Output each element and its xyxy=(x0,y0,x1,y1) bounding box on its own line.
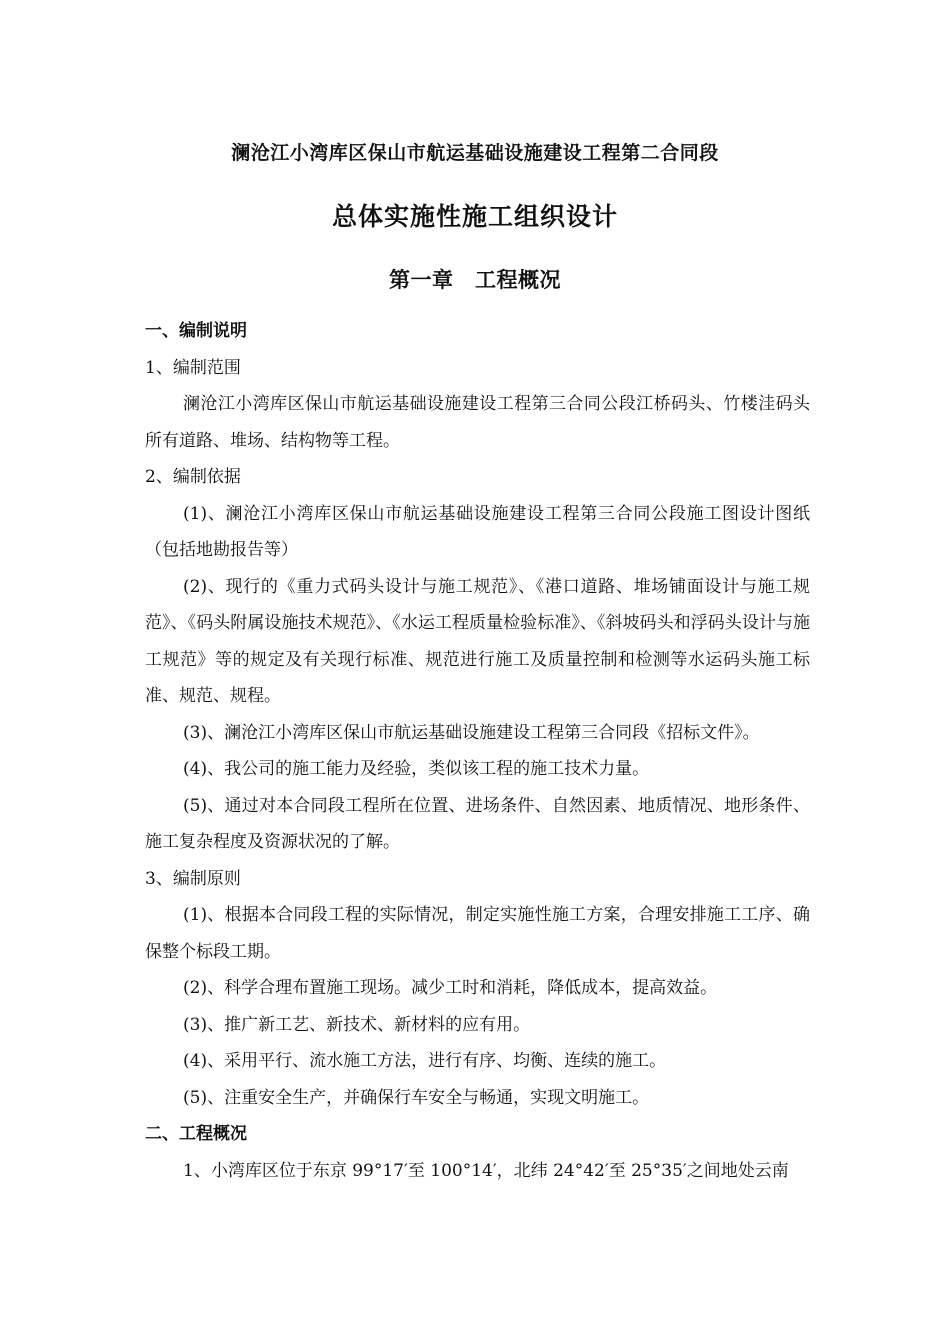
document-title: 总体实施性施工组织设计 xyxy=(331,202,618,231)
chapter-heading: 第一章 工程概况 xyxy=(389,267,561,292)
basis-item: (2)、现行的《重力式码头设计与施工规范》、《港口道路、堆场铺面设计与施工规范》、《码头附属设施技术规范》、《水运工程质量检验标准》、《斜坡码头和浮码头设计与施工规范》等的规定及有关现行标准、规范进行施工及质量控制和检测等水运码头施工标准、规范、规程。 xyxy=(145,576,810,706)
section-heading-overview: 二、工程概况 xyxy=(145,1124,247,1144)
document-body xyxy=(145,313,810,1189)
document-subtitle: 澜沧江小湾库区保山市航运基础设施建设工程第二合同段 xyxy=(231,142,719,164)
overview-paragraph: 1、小湾库区位于东京 99°17′至 100°14′，北纬 24°42′至 25°35′之间地处云南 xyxy=(183,1160,789,1181)
principle-item: (1)、根据本合同段工程的实际情况，制定实施性施工方案，合理安排施工工序、确保整个标段工期。 xyxy=(145,905,810,962)
basis-item: (4)、我公司的施工能力及经验，类似该工程的施工技术力量。 xyxy=(183,759,650,779)
principle-item: (2)、科学合理布置施工现场。减少工时和消耗，降低成本，提高效益。 xyxy=(183,978,718,998)
principle-item: (4)、采用平行、流水施工方法，进行有序、均衡、连续的施工。 xyxy=(183,1051,667,1071)
scope-paragraph: 澜沧江小湾库区保山市航运基础设施建设工程第三合同公段江桥码头、竹楼洼码头所有道路、堆场、结构物等工程。 xyxy=(145,394,810,451)
subheading-scope: 1、编制范围 xyxy=(145,357,241,378)
basis-item: (1)、澜沧江小湾库区保山市航运基础设施建设工程第三合同公段施工图设计图纸（包括地勘报告等） xyxy=(145,503,810,560)
section-heading-compilation: 一、编制说明 xyxy=(145,321,247,341)
principle-item: (3)、推广新工艺、新技术、新材料的应有用。 xyxy=(183,1014,531,1035)
principle-item: (5)、注重安全生产，并确保行车安全与畅通，实现文明施工。 xyxy=(183,1087,650,1108)
basis-item: (3)、澜沧江小湾库区保山市航运基础设施建设工程第三合同段《招标文件》。 xyxy=(183,722,760,743)
subheading-principles: 3、编制原则 xyxy=(145,868,241,889)
basis-item: (5)、通过对本合同段工程所在位置、进场条件、自然因素、地质情况、地形条件、施工复杂程度及资源状况的了解。 xyxy=(145,795,810,852)
subheading-basis: 2、编制依据 xyxy=(145,467,241,487)
